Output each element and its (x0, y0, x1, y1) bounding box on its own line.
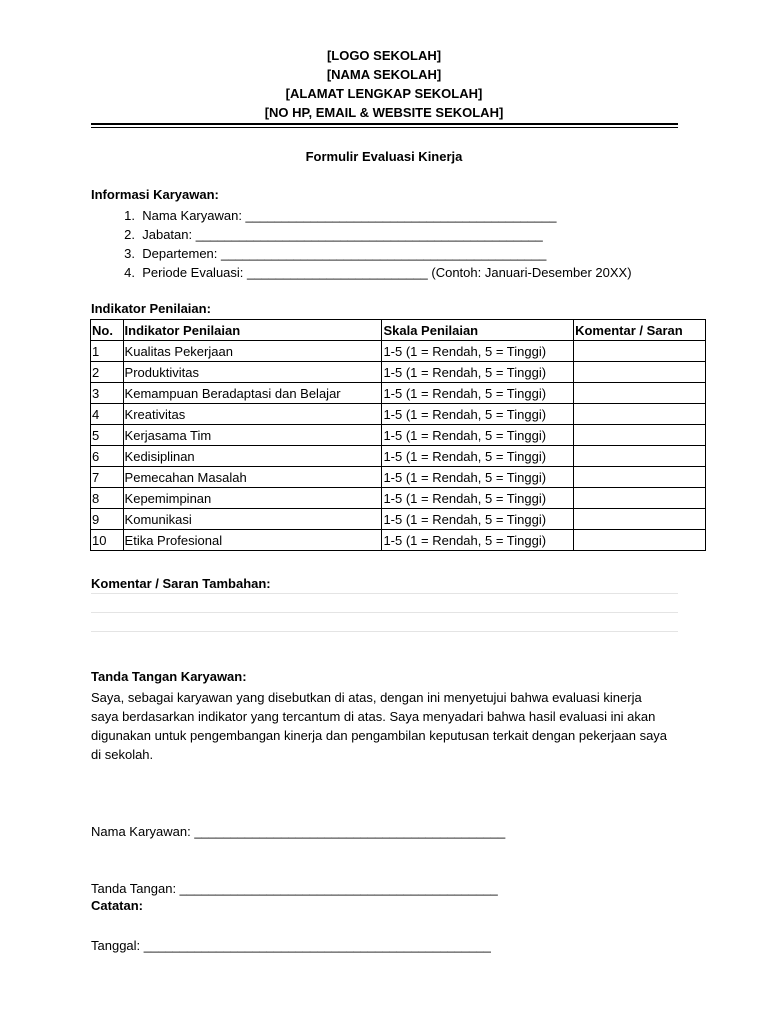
table-row (91, 509, 706, 530)
list-number: 4. (124, 265, 135, 280)
column-header-scale: Skala Penilaian (382, 320, 574, 341)
list-number: 1. (124, 208, 135, 223)
employee-name-line[interactable]: Nama Karyawan: ___________________________________________ (91, 824, 506, 839)
table-row (91, 530, 706, 551)
department-field[interactable]: Departemen: _____________________________________________ (142, 246, 547, 261)
table-row (91, 341, 706, 362)
indicators-table (90, 319, 706, 551)
row-number: 3 (91, 383, 124, 404)
indicator-name: Kerjasama Tim (123, 425, 382, 446)
school-header (0, 46, 768, 122)
form-title: Formulir Evaluasi Kinerja (305, 149, 463, 164)
list-number: 3. (124, 246, 135, 261)
school-name: [NAMA SEKOLAH] (326, 67, 442, 82)
rating-scale-cell[interactable]: 1-5 (1 = Rendah, 5 = Tinggi) (382, 467, 574, 488)
comment-line[interactable] (91, 631, 678, 632)
table-row (91, 488, 706, 509)
list-item (91, 263, 632, 282)
comment-cell[interactable] (574, 362, 706, 383)
rating-scale-cell[interactable]: 1-5 (1 = Rendah, 5 = Tinggi) (382, 446, 574, 467)
column-header-no: No. (91, 320, 124, 341)
header-rule-thick (91, 123, 678, 125)
rating-scale-cell[interactable]: 1-5 (1 = Rendah, 5 = Tinggi) (382, 341, 574, 362)
rating-scale-cell[interactable]: 1-5 (1 = Rendah, 5 = Tinggi) (382, 488, 574, 509)
indicator-name: Produktivitas (123, 362, 382, 383)
row-number: 6 (91, 446, 124, 467)
comment-cell[interactable] (574, 467, 706, 488)
indicator-name: Etika Profesional (123, 530, 382, 551)
table-header-row (91, 320, 706, 341)
rating-scale-cell[interactable]: 1-5 (1 = Rendah, 5 = Tinggi) (382, 383, 574, 404)
comment-line[interactable] (91, 593, 678, 594)
signature-fields (91, 784, 505, 993)
comment-cell[interactable] (574, 509, 706, 530)
header-rule-thin (91, 127, 678, 128)
table-row (91, 404, 706, 425)
indicators-heading: Indikator Penilaian: (91, 301, 211, 316)
indicator-name: Kemampuan Beradaptasi dan Belajar (123, 383, 382, 404)
list-item (91, 244, 632, 263)
row-number: 5 (91, 425, 124, 446)
indicator-name: Kreativitas (123, 404, 382, 425)
column-header-indicator: Indikator Penilaian (123, 320, 382, 341)
comment-cell[interactable] (574, 383, 706, 404)
comment-cell[interactable] (574, 404, 706, 425)
school-logo-placeholder: [LOGO SEKOLAH] (326, 48, 442, 63)
comment-cell[interactable] (574, 425, 706, 446)
indicator-name: Kedisiplinan (123, 446, 382, 467)
column-header-comment: Komentar / Saran (574, 320, 706, 341)
rating-scale-cell[interactable]: 1-5 (1 = Rendah, 5 = Tinggi) (382, 362, 574, 383)
row-number: 7 (91, 467, 124, 488)
comment-cell[interactable] (574, 341, 706, 362)
list-item (91, 206, 632, 225)
agreement-paragraph: Saya, sebagai karyawan yang disebutkan di atas, dengan ini menyetujui bahwa evaluasi kinerja saya berdasarkan indikator yang tercantum di atas. Saya menyadari bahwa hasil evaluasi ini akan digunakan untuk pengembangan kinerja dan pengambilan keputusan terkait dengan pekerjaan saya di sekolah. (91, 690, 668, 762)
rating-scale-cell[interactable]: 1-5 (1 = Rendah, 5 = Tinggi) (382, 404, 574, 425)
table-row (91, 383, 706, 404)
comment-cell[interactable] (574, 446, 706, 467)
list-number: 2. (124, 227, 135, 242)
comment-cell[interactable] (574, 530, 706, 551)
row-number: 1 (91, 341, 124, 362)
employee-info-heading: Informasi Karyawan: (91, 187, 219, 202)
signature-line[interactable]: Tanda Tangan: ____________________________________________ (91, 881, 498, 896)
date-line[interactable]: Tanggal: ________________________________________________ (91, 938, 491, 953)
table-row (91, 446, 706, 467)
rating-scale-cell[interactable]: 1-5 (1 = Rendah, 5 = Tinggi) (382, 425, 574, 446)
school-address: [ALAMAT LENGKAP SEKOLAH] (285, 86, 483, 101)
table-row (91, 467, 706, 488)
indicator-name: Kepemimpinan (123, 488, 382, 509)
rating-scale-cell[interactable]: 1-5 (1 = Rendah, 5 = Tinggi) (382, 530, 574, 551)
table-row (91, 362, 706, 383)
position-field[interactable]: Jabatan: ________________________________________________ (142, 227, 543, 242)
row-number: 4 (91, 404, 124, 425)
evaluation-period-field[interactable]: Periode Evaluasi: _________________________ (Contoh: Januari-Desember 20XX) (142, 265, 632, 280)
table-row (91, 425, 706, 446)
school-contact: [NO HP, EMAIL & WEBSITE SEKOLAH] (264, 105, 504, 120)
row-number: 10 (91, 530, 124, 551)
additional-comments-heading: Komentar / Saran Tambahan: (91, 576, 271, 591)
rating-scale-cell[interactable]: 1-5 (1 = Rendah, 5 = Tinggi) (382, 509, 574, 530)
employee-info-list (91, 206, 632, 282)
notes-heading: Catatan: (91, 898, 144, 913)
row-number: 9 (91, 509, 124, 530)
indicator-name: Kualitas Pekerjaan (123, 341, 382, 362)
name-field[interactable]: Nama Karyawan: ___________________________________________ (142, 208, 557, 223)
list-item (91, 225, 632, 244)
comment-cell[interactable] (574, 488, 706, 509)
indicator-name: Komunikasi (123, 509, 382, 530)
comment-line[interactable] (91, 612, 678, 613)
indicator-name: Pemecahan Masalah (123, 467, 382, 488)
row-number: 8 (91, 488, 124, 509)
row-number: 2 (91, 362, 124, 383)
signature-heading: Tanda Tangan Karyawan: (91, 669, 247, 684)
